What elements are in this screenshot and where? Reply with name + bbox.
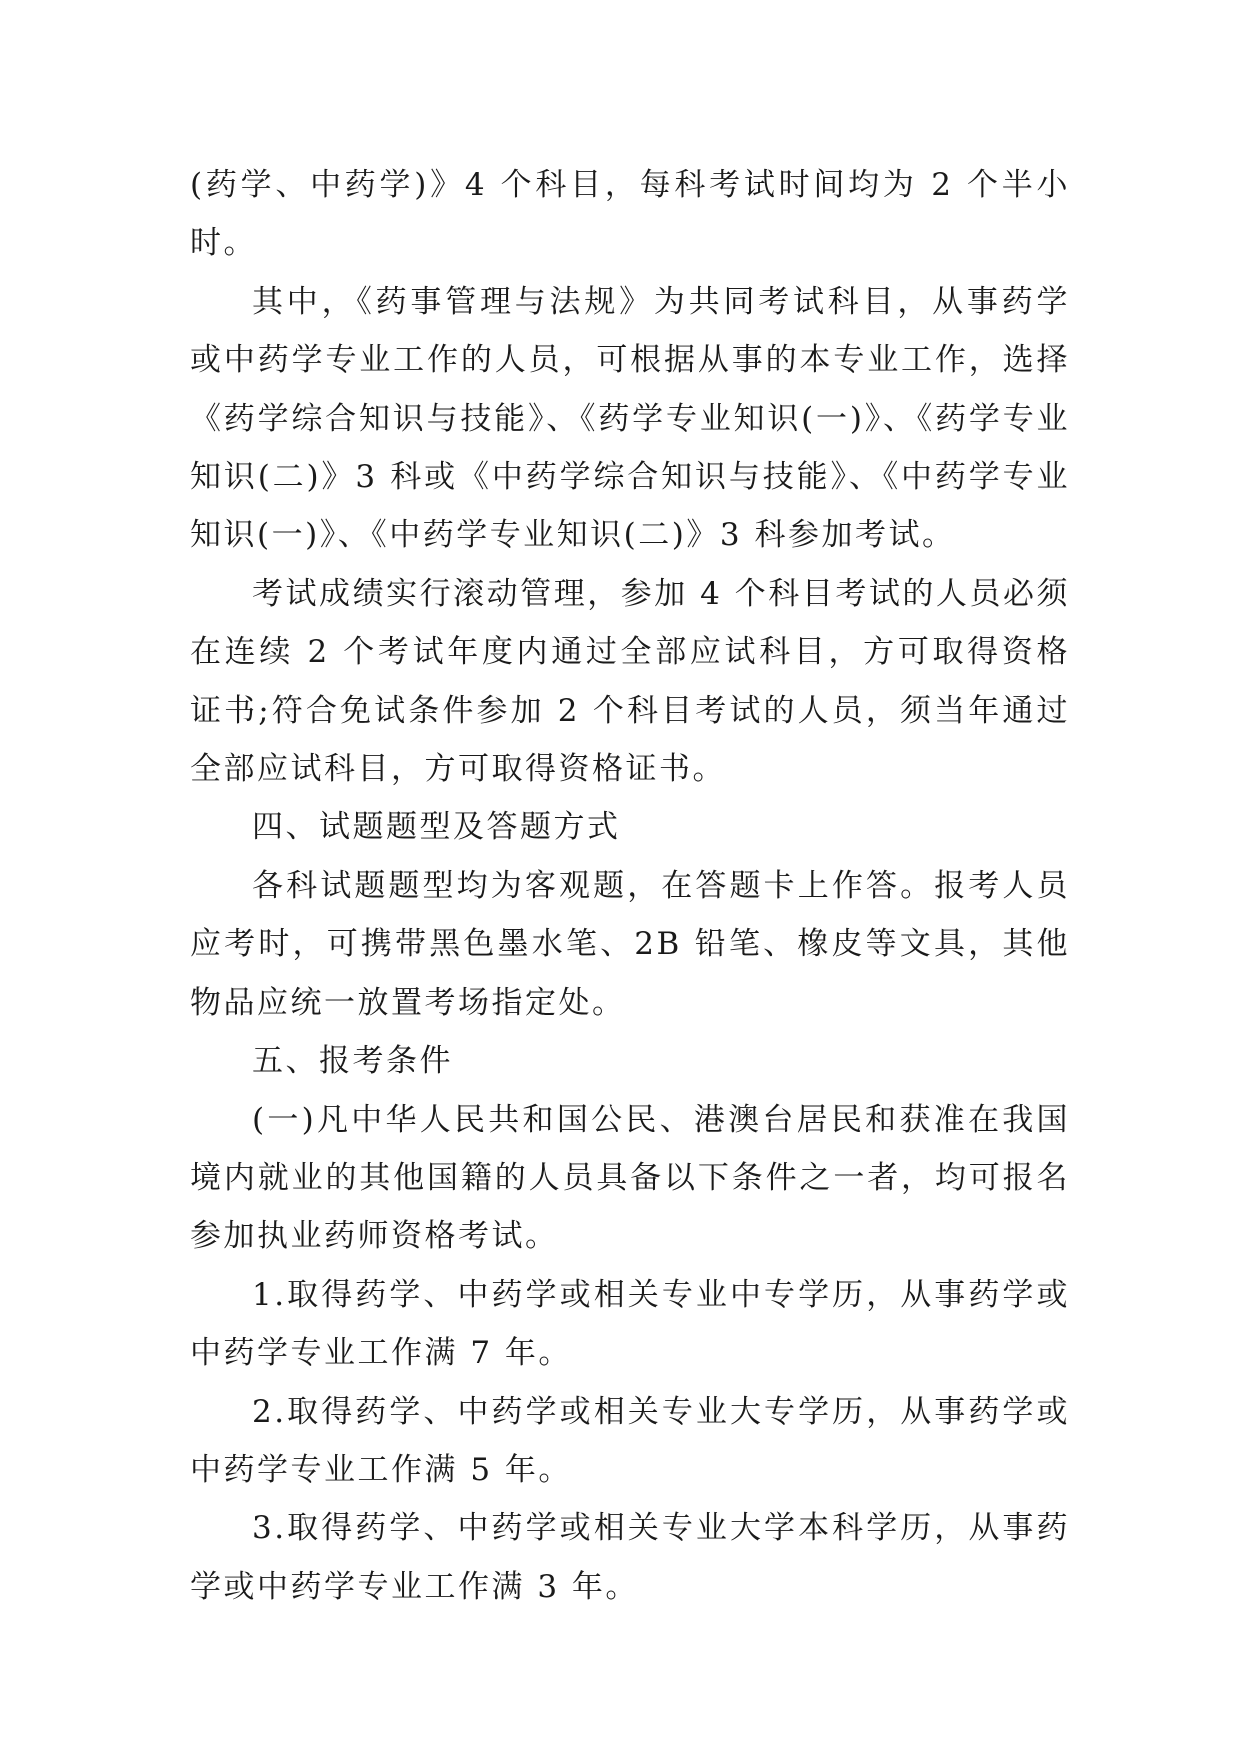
list-item-condition-2: 2.取得药学、中药学或相关专业大专学历，从事药学或中药学专业工作满 5 年。 (190, 1393, 1070, 1488)
section-heading-question-types: 四、试题题型及答题方式 (252, 809, 621, 846)
paragraph-eligibility-intro: (一)凡中华人民共和国公民、港澳台居民和获准在我国境内就业的其他国籍的人员具备以下条件之一者，均可报名参加执业药师资格考试。 (190, 1101, 1070, 1255)
paragraph-score-management: 考试成绩实行滚动管理，参加 4 个科目考试的人员必须在连续 2 个考试年度内通过全部应试科目，方可取得资格证书;符合免试条件参加 2 个科目考试的人员，须当年通过全部应试科目，方可取得资格证书。 (190, 575, 1070, 788)
paragraph-question-types: 各科试题题型均为客观题，在答题卡上作答。报考人员应考时，可携带黑色墨水笔、2B 铅笔、橡皮等文具，其他物品应统一放置考场指定处。 (190, 867, 1070, 1021)
paragraph-continuation: (药学、中药学)》4 个科目，每科考试时间均为 2 个半小时。 (190, 167, 1070, 262)
section-heading-eligibility: 五、报考条件 (252, 1043, 453, 1080)
document-body (190, 156, 1070, 1616)
list-item-condition-3: 3.取得药学、中药学或相关专业大学本科学历，从事药学或中药学专业工作满 3 年。 (190, 1510, 1070, 1605)
paragraph-subjects: 其中，《药事管理与法规》为共同考试科目，从事药学或中药学专业工作的人员，可根据从事的本专业工作，选择《药学综合知识与技能》、《药学专业知识(一)》、《药学专业知识(二)》3 科或《中药学综合知识与技能》、《中药学专业知识(一)》、《中药学专业知识(二)》3 科参加考试。 (190, 283, 1070, 554)
list-item-condition-1: 1.取得药学、中药学或相关专业中专学历，从事药学或中药学专业工作满 7 年。 (190, 1276, 1070, 1372)
